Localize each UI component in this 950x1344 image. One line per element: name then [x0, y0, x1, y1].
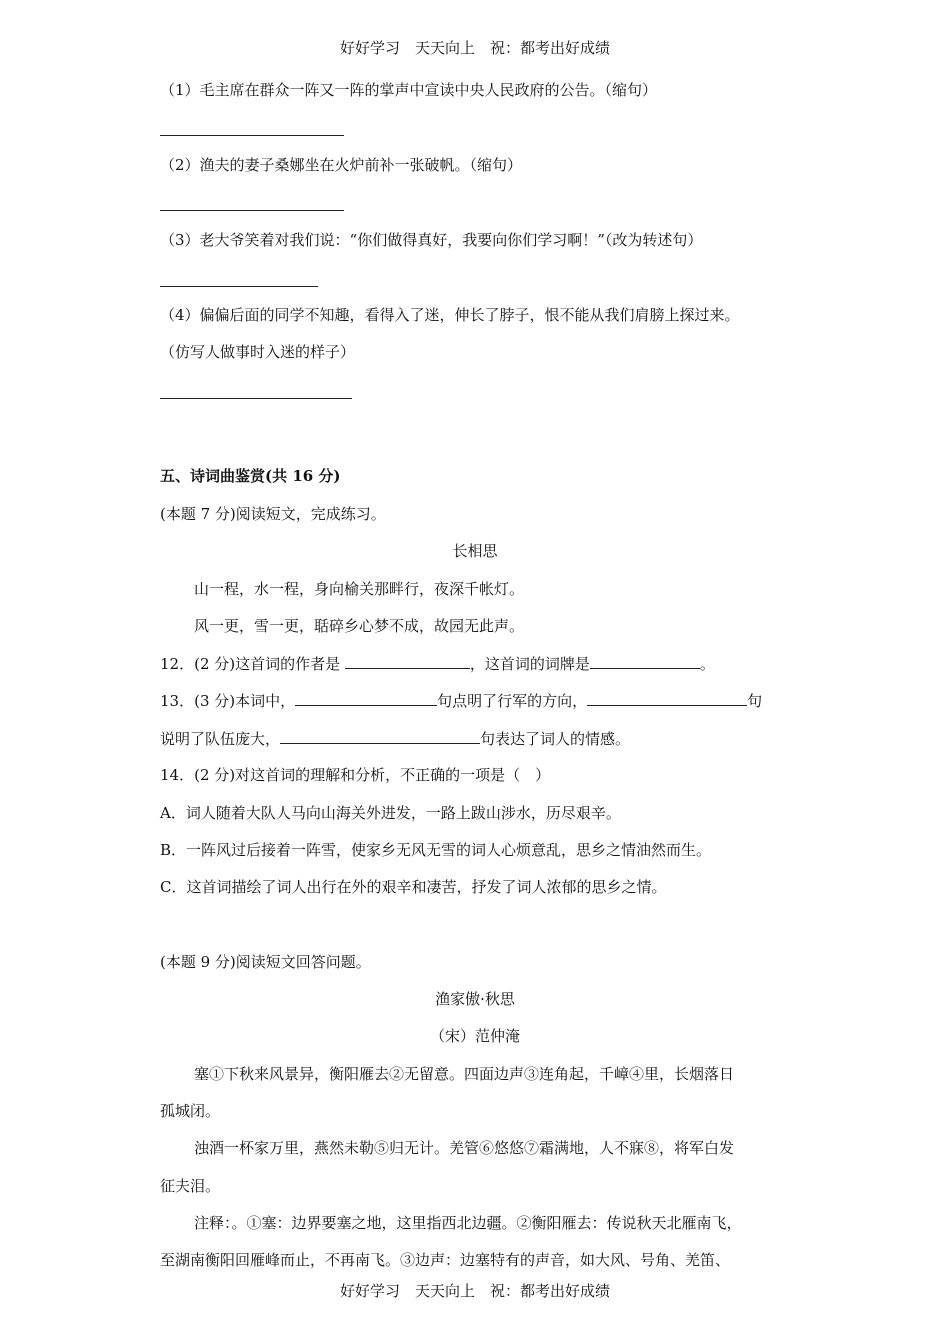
question-4-4: （4）偏偏后面的同学不知趣，看得入了迷，伸长了脖子，恨不能从我们肩膀上探过来。 [160, 306, 740, 324]
question-12-text-b: ，这首词的词牌是 [469, 655, 590, 673]
poem1-line1: 山一程，水一程，身向榆关那畔行，夜深千帐灯。 [194, 580, 525, 598]
direction-blank[interactable] [295, 690, 437, 706]
option-c[interactable]: C．这首词描绘了词人出行在外的艰辛和凄苦，抒发了词人浓郁的思乡之情。 [160, 878, 667, 896]
emotion-blank[interactable] [280, 728, 480, 744]
page-footer: 好好学习 天天向上 祝：都考出好成绩 [339, 1282, 610, 1300]
question-12-text-c: 。 [699, 655, 715, 673]
question-13-text-b: 句点明了行军的方向， [437, 692, 588, 710]
poem2-title: 渔家傲·秋思 [435, 990, 515, 1008]
question-14: 14．(2 分)对这首词的理解和分析，不正确的一项是（ ） [160, 766, 551, 784]
question-12-text-a: 12．(2 分)这首词的作者是 [160, 655, 341, 673]
section-5-title: 五、诗词曲鉴赏(共 16 分) [160, 467, 341, 485]
part2-intro: (本题 9 分)阅读短文回答问题。 [160, 953, 371, 971]
question-4-2: （2）渔夫的妻子桑娜坐在火炉前补一张破帆。（缩句） [160, 156, 523, 174]
question-4-4-note: （仿写人做事时入迷的样子） [160, 343, 356, 361]
page-header: 好好学习 天天向上 祝：都考出好成绩 [339, 39, 610, 57]
army-size-blank[interactable] [587, 690, 747, 706]
poem1-title: 长相思 [452, 542, 498, 560]
option-b[interactable]: B．一阵风过后接着一阵雪，使家乡无风无雪的词人心烦意乱，思乡之情油然而生。 [160, 841, 712, 859]
answer-line-4-1[interactable] [160, 135, 344, 136]
question-13-text-e: 句表达了词人的情感。 [480, 730, 631, 748]
poem2-author: （宋）范仲淹 [429, 1027, 520, 1045]
part1-intro: (本题 7 分)阅读短文，完成练习。 [160, 505, 386, 523]
answer-line-4-4[interactable] [160, 398, 352, 399]
answer-line-4-3[interactable] [160, 286, 318, 287]
question-13-text-c: 句 [747, 692, 763, 710]
cipai-blank[interactable] [590, 653, 700, 669]
poem2-stanza1-line2: 孤城闭。 [160, 1102, 221, 1120]
poem2-stanza2-line2: 征夫泪。 [160, 1177, 221, 1195]
question-13 [160, 690, 762, 711]
answer-line-4-2[interactable] [160, 210, 344, 211]
option-a[interactable]: A．词人随着大队人马向山海关外进发，一路上跋山涉水，历尽艰辛。 [160, 804, 621, 822]
poem2-note-line1: 注释：。①塞：边界要塞之地，这里指西北边疆。②衡阳雁去：传说秋天北雁南飞， [194, 1214, 742, 1232]
poem2-note-line2: 至湖南衡阳回雁峰而止，不再南飞。③边声：边塞特有的声音，如大风、号角、羌笛、 [160, 1251, 731, 1269]
question-4-3: （3）老大爷笑着对我们说：“你们做得真好，我要向你们学习啊！”（改为转述句） [160, 231, 703, 249]
question-13-text-d: 说明了队伍庞大， [160, 730, 281, 748]
poem2-stanza1-line1: 塞①下秋来风景异，衡阳雁去②无留意。四面边声③连角起，千嶂④里，长烟落日 [194, 1065, 735, 1083]
question-13-text-a: 13．(3 分)本词中， [160, 692, 296, 710]
question-13-cont [160, 728, 630, 749]
question-12 [160, 653, 715, 674]
question-4-1: （1）毛主席在群众一阵又一阵的掌声中宣读中央人民政府的公告。（缩句） [160, 81, 658, 99]
poem1-line2: 风一更，雪一更，聒碎乡心梦不成，故园无此声。 [194, 617, 525, 635]
author-blank[interactable] [345, 653, 470, 669]
poem2-stanza2-line1: 浊酒一杯家万里，燕然未勒⑤归无计。羌管⑥悠悠⑦霜满地，人不寐⑧，将军白发 [194, 1139, 735, 1157]
